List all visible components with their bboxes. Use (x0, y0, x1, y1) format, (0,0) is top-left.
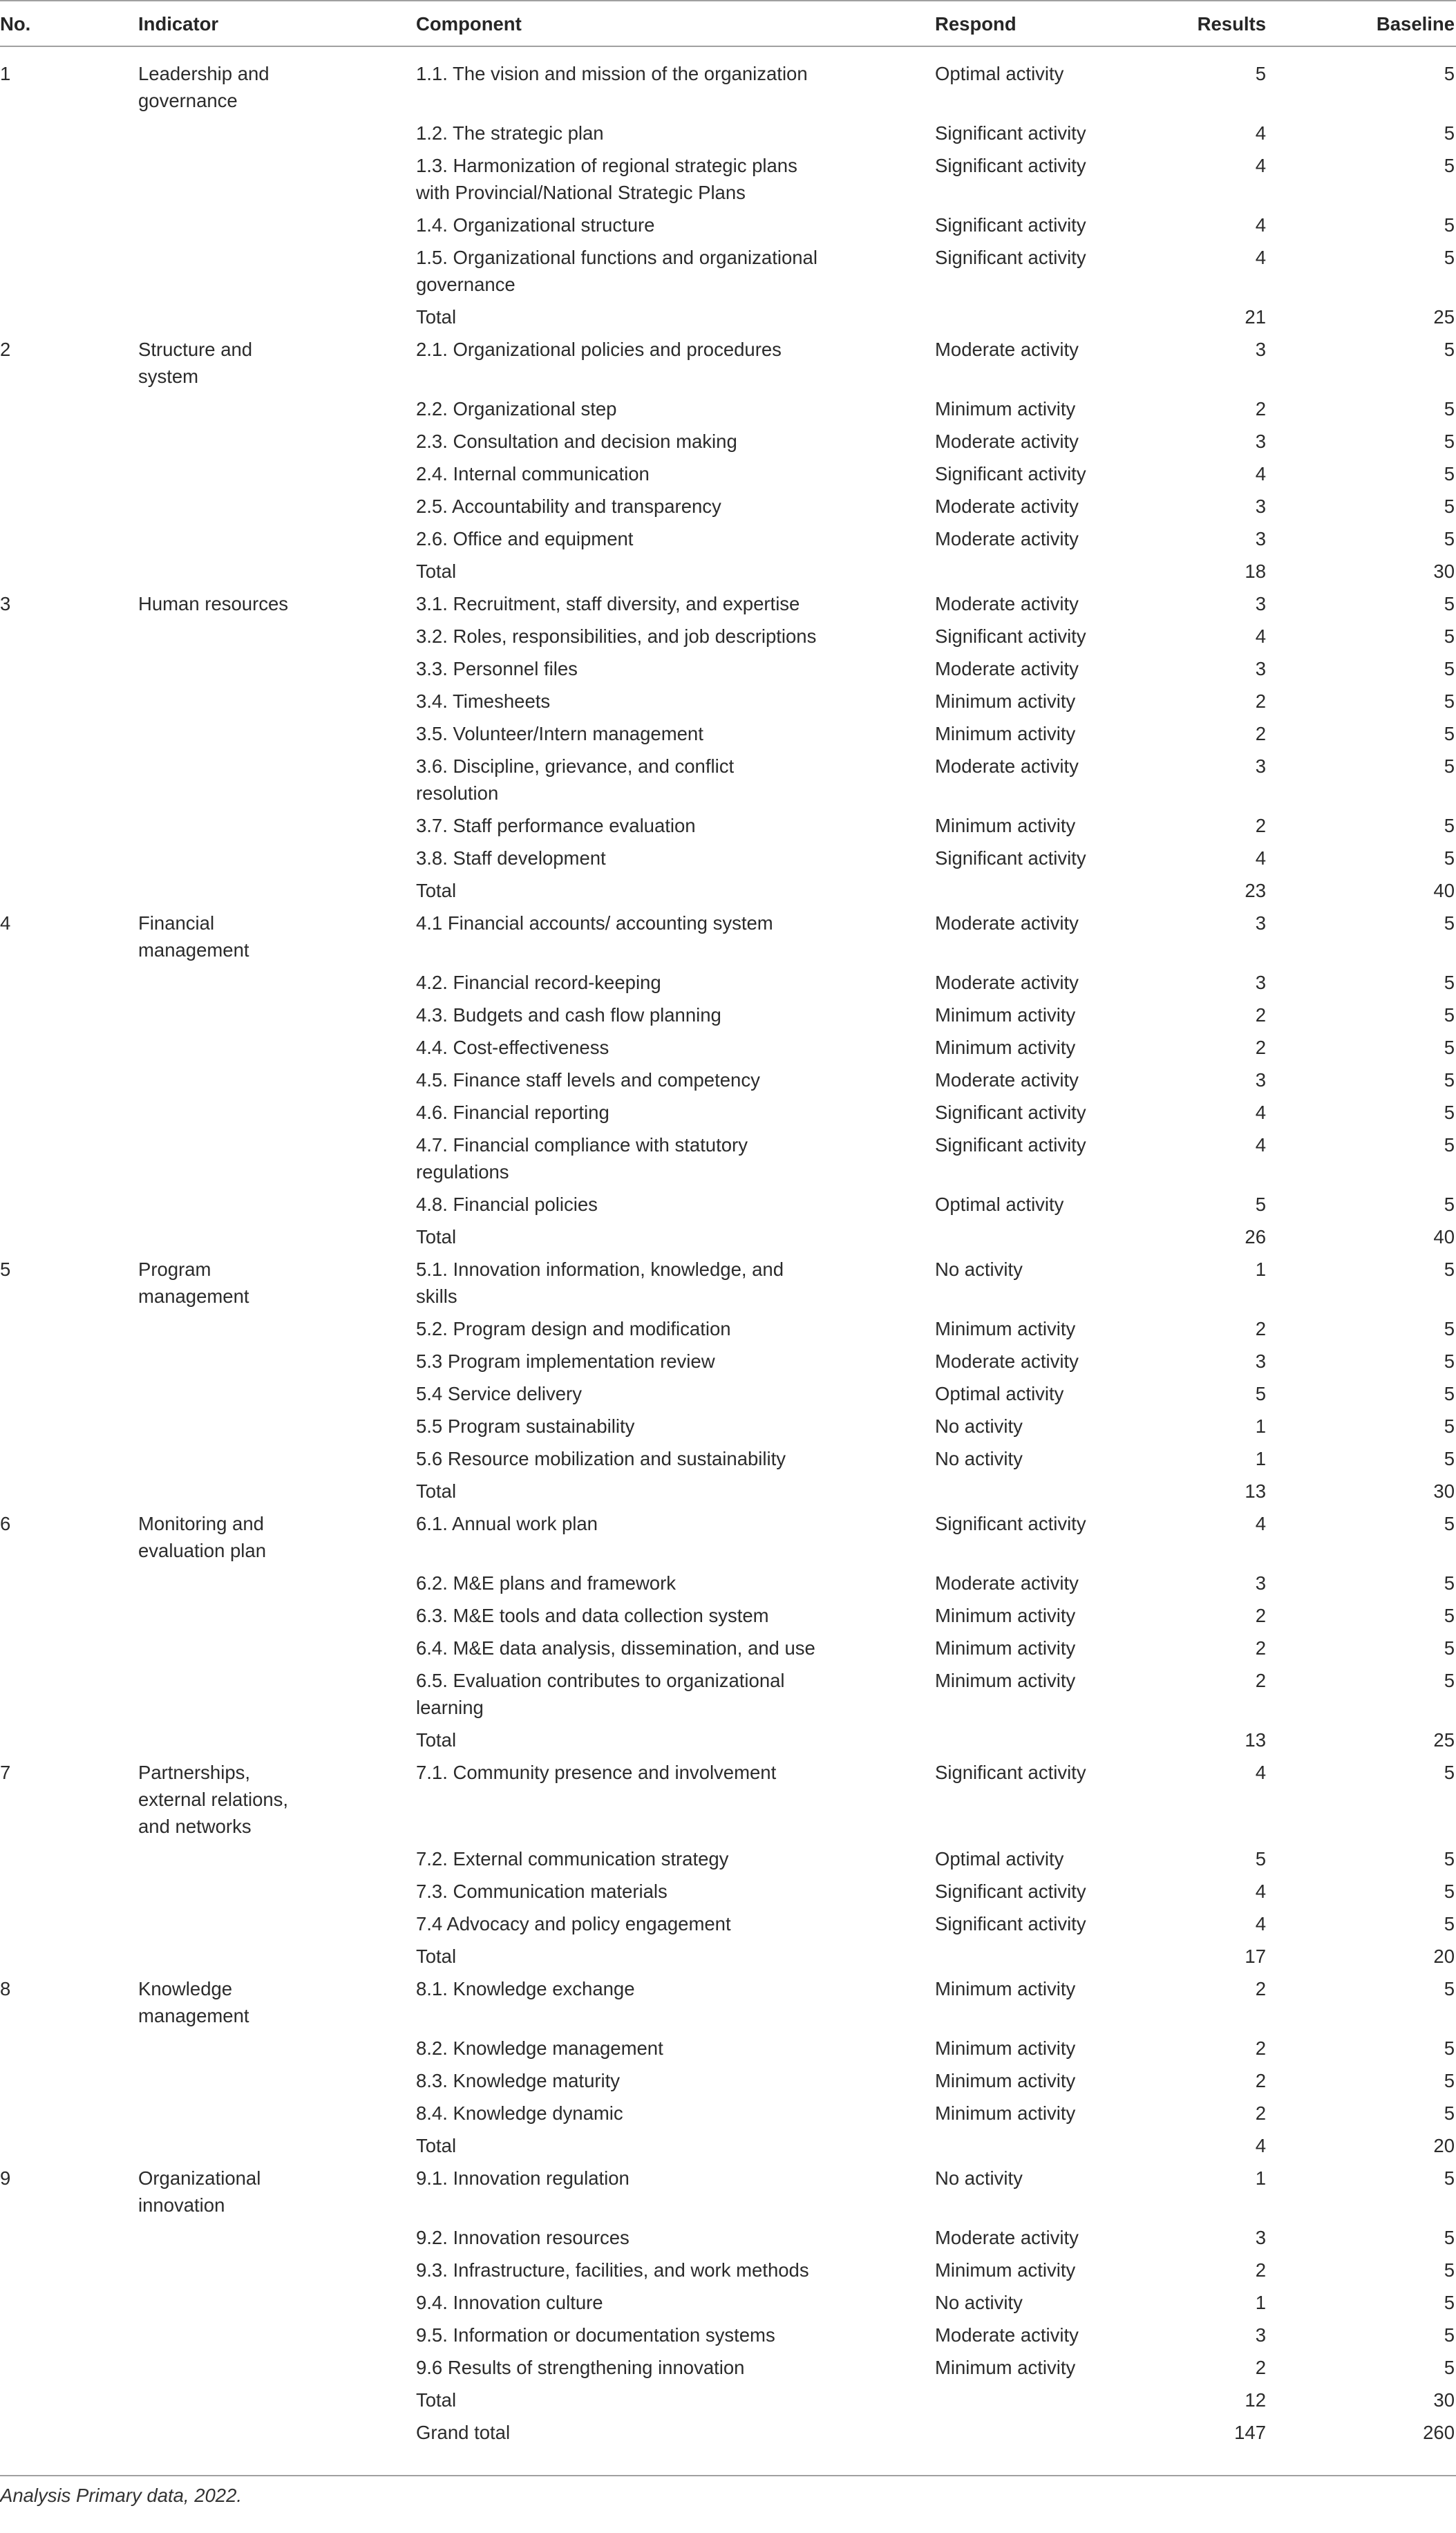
total-results: 13 (1245, 1480, 1266, 1502)
component-line: 3.4. Timesheets (416, 690, 551, 712)
indicator-number: 4 (0, 912, 11, 934)
respond-value: Significant activity (935, 1102, 1086, 1123)
baseline-value: 5 (1444, 1134, 1455, 1156)
baseline-value: 5 (1444, 1670, 1455, 1691)
component-line: 4.2. Financial record-keeping (416, 972, 661, 993)
component-line: 5.2. Program design and modification (416, 1318, 731, 1339)
results-value: 2 (1255, 2102, 1266, 2124)
component-line: 6.3. M&E tools and data collection system (416, 1605, 769, 1626)
results-value: 3 (1255, 431, 1266, 452)
baseline-value: 5 (1444, 2227, 1455, 2248)
total-results: 17 (1245, 1946, 1266, 1967)
component-line: learning (416, 1697, 484, 1718)
respond-value: No activity (935, 1259, 1023, 1280)
results-value: 1 (1255, 2167, 1266, 2189)
indicator-name-line: Partnerships, (138, 1762, 251, 1783)
results-value: 1 (1255, 1415, 1266, 1437)
total-baseline: 40 (1433, 1226, 1455, 1247)
total-baseline: 20 (1433, 1946, 1455, 1967)
baseline-value: 5 (1444, 247, 1455, 268)
respond-value: Minimum activity (935, 690, 1076, 712)
indicator-number: 9 (0, 2167, 11, 2189)
total-results: 13 (1245, 1729, 1266, 1751)
baseline-value: 5 (1444, 1848, 1455, 1870)
baseline-value: 5 (1444, 1350, 1455, 1372)
component-line: 1.5. Organizational functions and organizational (416, 247, 817, 268)
respond-value: No activity (935, 2292, 1023, 2313)
results-value: 2 (1255, 690, 1266, 712)
indicator-name-line: evaluation plan (138, 1540, 267, 1561)
baseline-value: 5 (1444, 463, 1455, 484)
baseline-value: 5 (1444, 755, 1455, 777)
respond-value: Optimal activity (935, 1194, 1064, 1215)
baseline-value: 5 (1444, 155, 1455, 176)
results-value: 4 (1255, 1513, 1266, 1534)
respond-value: Significant activity (935, 463, 1086, 484)
results-value: 3 (1255, 528, 1266, 549)
respond-value: Minimum activity (935, 398, 1076, 420)
baseline-value: 5 (1444, 1513, 1455, 1534)
total-results: 21 (1245, 306, 1266, 328)
results-value: 4 (1255, 1881, 1266, 1902)
baseline-value: 5 (1444, 1415, 1455, 1437)
component-line: 6.5. Evaluation contributes to organizational (416, 1670, 785, 1691)
results-value: 4 (1255, 1102, 1266, 1123)
respond-value: Minimum activity (935, 1318, 1076, 1339)
component-line: skills (416, 1286, 457, 1307)
component-line: 6.2. M&E plans and framework (416, 1572, 677, 1594)
baseline-value: 5 (1444, 2102, 1455, 2124)
baseline-value: 5 (1444, 593, 1455, 614)
results-value: 3 (1255, 972, 1266, 993)
respond-value: No activity (935, 1448, 1023, 1469)
component-line: governance (416, 274, 516, 295)
baseline-value: 5 (1444, 1194, 1455, 1215)
total-label: Total (416, 1226, 457, 1247)
component-line: 5.4 Service delivery (416, 1383, 582, 1404)
respond-value: Moderate activity (935, 339, 1079, 360)
header-baseline: Baseline (1376, 13, 1455, 35)
indicator-number: 7 (0, 1762, 11, 1783)
baseline-value: 5 (1444, 1037, 1455, 1058)
component-line: 3.2. Roles, responsibilities, and job descriptions (416, 625, 817, 647)
total-label: Total (416, 306, 457, 328)
respond-value: No activity (935, 2167, 1023, 2189)
baseline-value: 5 (1444, 431, 1455, 452)
component-line: 3.8. Staff development (416, 847, 606, 869)
results-value: 2 (1255, 1037, 1266, 1058)
results-value: 4 (1255, 214, 1266, 236)
component-line: 1.3. Harmonization of regional strategic plans (416, 155, 797, 176)
indicator-name-line: Leadership and (138, 63, 270, 84)
baseline-value: 5 (1444, 2259, 1455, 2281)
results-value: 3 (1255, 1350, 1266, 1372)
indicator-name-line: management (138, 1286, 249, 1307)
component-line: 7.1. Community presence and involvement (416, 1762, 777, 1783)
baseline-value: 5 (1444, 528, 1455, 549)
baseline-value: 5 (1444, 723, 1455, 744)
baseline-value: 5 (1444, 1448, 1455, 1469)
baseline-value: 5 (1444, 2357, 1455, 2378)
results-value: 2 (1255, 398, 1266, 420)
component-line: resolution (416, 782, 499, 804)
baseline-value: 5 (1444, 972, 1455, 993)
baseline-value: 5 (1444, 214, 1455, 236)
indicator-name-line: governance (138, 90, 238, 111)
baseline-value: 5 (1444, 1102, 1455, 1123)
total-label: Total (416, 1729, 457, 1751)
baseline-value: 5 (1444, 2070, 1455, 2091)
component-line: 5.6 Resource mobilization and sustainability (416, 1448, 786, 1469)
respond-value: Minimum activity (935, 1670, 1076, 1691)
component-line: 7.2. External communication strategy (416, 1848, 729, 1870)
respond-value: Minimum activity (935, 1004, 1076, 1026)
component-line: 9.4. Innovation culture (416, 2292, 603, 2313)
component-line: 9.3. Infrastructure, facilities, and work methods (416, 2259, 809, 2281)
component-line: 9.1. Innovation regulation (416, 2167, 630, 2189)
component-line: 5.5 Program sustainability (416, 1415, 635, 1437)
baseline-value: 5 (1444, 398, 1455, 420)
component-line: 9.6 Results of strengthening innovation (416, 2357, 745, 2378)
respond-value: Minimum activity (935, 1978, 1076, 1999)
table-top-rule (0, 0, 1456, 1)
baseline-value: 5 (1444, 1004, 1455, 1026)
baseline-value: 5 (1444, 63, 1455, 84)
component-line: 1.2. The strategic plan (416, 122, 604, 144)
results-value: 2 (1255, 1318, 1266, 1339)
respond-value: Significant activity (935, 1913, 1086, 1934)
respond-value: Optimal activity (935, 63, 1064, 84)
respond-value: Moderate activity (935, 755, 1079, 777)
baseline-value: 5 (1444, 122, 1455, 144)
respond-value: Significant activity (935, 1513, 1086, 1534)
total-baseline: 30 (1433, 2389, 1455, 2411)
component-line: 4.4. Cost-effectiveness (416, 1037, 609, 1058)
results-value: 3 (1255, 1069, 1266, 1091)
indicator-number: 8 (0, 1978, 11, 1999)
results-value: 5 (1255, 63, 1266, 84)
component-line: 8.3. Knowledge maturity (416, 2070, 621, 2091)
total-baseline: 20 (1433, 2135, 1455, 2156)
source-note: Analysis Primary data, 2022. (0, 2485, 243, 2506)
results-value: 5 (1255, 1848, 1266, 1870)
header-results: Results (1197, 13, 1266, 35)
baseline-value: 5 (1444, 912, 1455, 934)
component-line: 3.6. Discipline, grievance, and conflict (416, 755, 735, 777)
results-value: 1 (1255, 2292, 1266, 2313)
respond-value: Significant activity (935, 1881, 1086, 1902)
indicator-number: 1 (0, 63, 11, 84)
results-value: 3 (1255, 2324, 1266, 2346)
results-value: 3 (1255, 755, 1266, 777)
results-value: 1 (1255, 1448, 1266, 1469)
component-line: 2.1. Organizational policies and procedures (416, 339, 782, 360)
component-line: 6.4. M&E data analysis, dissemination, and use (416, 1637, 815, 1659)
component-line: 1.4. Organizational structure (416, 214, 655, 236)
header-respond: Respond (935, 13, 1017, 35)
respond-value: Significant activity (935, 1134, 1086, 1156)
respond-value: No activity (935, 1415, 1023, 1437)
respond-value: Minimum activity (935, 2037, 1076, 2059)
respond-value: Minimum activity (935, 723, 1076, 744)
results-value: 2 (1255, 1637, 1266, 1659)
total-label: Total (416, 2389, 457, 2411)
total-label: Total (416, 561, 457, 582)
component-line: 5.3 Program implementation review (416, 1350, 715, 1372)
total-results: 4 (1255, 2135, 1266, 2156)
baseline-value: 5 (1444, 1259, 1455, 1280)
component-line: with Provincial/National Strategic Plans (416, 182, 746, 203)
results-value: 4 (1255, 247, 1266, 268)
indicator-name-line: external relations, (138, 1789, 289, 1810)
respond-value: Minimum activity (935, 2070, 1076, 2091)
total-results: 23 (1245, 880, 1266, 901)
results-value: 3 (1255, 339, 1266, 360)
results-value: 4 (1255, 847, 1266, 869)
component-line: 4.6. Financial reporting (416, 1102, 609, 1123)
component-line: 3.3. Personnel files (416, 658, 578, 679)
header-no: No. (0, 13, 31, 35)
total-baseline: 25 (1433, 1729, 1455, 1751)
results-value: 4 (1255, 122, 1266, 144)
baseline-value: 5 (1444, 1637, 1455, 1659)
baseline-value: 5 (1444, 1913, 1455, 1934)
grand-total-label: Grand total (416, 2422, 511, 2443)
results-value: 2 (1255, 2037, 1266, 2059)
component-line: 8.4. Knowledge dynamic (416, 2102, 623, 2124)
respond-value: Moderate activity (935, 1069, 1079, 1091)
component-line: 7.3. Communication materials (416, 1881, 668, 1902)
baseline-value: 5 (1444, 1881, 1455, 1902)
total-baseline: 25 (1433, 306, 1455, 328)
component-line: 4.8. Financial policies (416, 1194, 598, 1215)
baseline-value: 5 (1444, 496, 1455, 517)
component-line: 2.3. Consultation and decision making (416, 431, 737, 452)
respond-value: Significant activity (935, 214, 1086, 236)
baseline-value: 5 (1444, 2292, 1455, 2313)
respond-value: Significant activity (935, 625, 1086, 647)
header-rule (0, 46, 1456, 47)
respond-value: Moderate activity (935, 593, 1079, 614)
component-line: 5.1. Innovation information, knowledge, and (416, 1259, 784, 1280)
baseline-value: 5 (1444, 2324, 1455, 2346)
respond-value: Significant activity (935, 1762, 1086, 1783)
respond-value: Minimum activity (935, 2259, 1076, 2281)
results-value: 4 (1255, 625, 1266, 647)
indicator-name-line: Knowledge (138, 1978, 233, 1999)
baseline-value: 5 (1444, 1383, 1455, 1404)
header-indicator: Indicator (138, 13, 219, 35)
indicator-name-line: Structure and (138, 339, 253, 360)
baseline-value: 5 (1444, 658, 1455, 679)
component-line: 2.2. Organizational step (416, 398, 617, 420)
indicator-name-line: Financial (138, 912, 215, 934)
respond-value: Minimum activity (935, 2102, 1076, 2124)
results-value: 2 (1255, 723, 1266, 744)
total-baseline: 40 (1433, 880, 1455, 901)
indicator-number: 3 (0, 593, 11, 614)
results-value: 3 (1255, 912, 1266, 934)
baseline-value: 5 (1444, 1978, 1455, 1999)
indicator-number: 2 (0, 339, 11, 360)
results-value: 3 (1255, 1572, 1266, 1594)
baseline-value: 5 (1444, 2037, 1455, 2059)
respond-value: Minimum activity (935, 1637, 1076, 1659)
component-line: 8.1. Knowledge exchange (416, 1978, 635, 1999)
total-results: 12 (1245, 2389, 1266, 2411)
results-value: 4 (1255, 1913, 1266, 1934)
indicator-name-line: system (138, 366, 199, 387)
respond-value: Moderate activity (935, 1350, 1079, 1372)
baseline-value: 5 (1444, 339, 1455, 360)
baseline-value: 5 (1444, 1318, 1455, 1339)
results-value: 2 (1255, 2357, 1266, 2378)
baseline-value: 5 (1444, 815, 1455, 836)
component-line: 3.5. Volunteer/Intern management (416, 723, 703, 744)
grand-total-baseline: 260 (1423, 2422, 1455, 2443)
indicator-name-line: innovation (138, 2194, 225, 2216)
baseline-value: 5 (1444, 2167, 1455, 2189)
respond-value: Optimal activity (935, 1848, 1064, 1870)
respond-value: Significant activity (935, 847, 1086, 869)
respond-value: Significant activity (935, 122, 1086, 144)
results-value: 5 (1255, 1383, 1266, 1404)
results-value: 2 (1255, 2259, 1266, 2281)
respond-value: Minimum activity (935, 1037, 1076, 1058)
table-bottom-rule (0, 2475, 1456, 2476)
total-label: Total (416, 1946, 457, 1967)
component-line: 3.7. Staff performance evaluation (416, 815, 696, 836)
indicator-number: 5 (0, 1259, 11, 1280)
indicator-number: 6 (0, 1513, 11, 1534)
header-component: Component (416, 13, 522, 35)
component-line: 4.3. Budgets and cash flow planning (416, 1004, 721, 1026)
total-results: 26 (1245, 1226, 1266, 1247)
baseline-value: 5 (1444, 1572, 1455, 1594)
component-line: 2.5. Accountability and transparency (416, 496, 721, 517)
respond-value: Moderate activity (935, 496, 1079, 517)
component-line: 9.2. Innovation resources (416, 2227, 630, 2248)
indicator-name-line: Human resources (138, 593, 289, 614)
results-value: 2 (1255, 1670, 1266, 1691)
results-value: 3 (1255, 593, 1266, 614)
component-line: 1.1. The vision and mission of the organization (416, 63, 808, 84)
results-value: 4 (1255, 463, 1266, 484)
baseline-value: 5 (1444, 625, 1455, 647)
component-line: 7.4 Advocacy and policy engagement (416, 1913, 731, 1934)
total-baseline: 30 (1433, 561, 1455, 582)
results-value: 2 (1255, 815, 1266, 836)
results-value: 5 (1255, 1194, 1266, 1215)
indicator-name-line: and networks (138, 1816, 252, 1837)
results-value: 2 (1255, 1978, 1266, 1999)
respond-value: Minimum activity (935, 815, 1076, 836)
component-line: 4.7. Financial compliance with statutory (416, 1134, 748, 1156)
baseline-value: 5 (1444, 1069, 1455, 1091)
grand-total-results: 147 (1234, 2422, 1266, 2443)
results-value: 2 (1255, 1004, 1266, 1026)
total-results: 18 (1245, 561, 1266, 582)
component-line: 8.2. Knowledge management (416, 2037, 663, 2059)
respond-value: Moderate activity (935, 972, 1079, 993)
component-line: 3.1. Recruitment, staff diversity, and expertise (416, 593, 800, 614)
respond-value: Moderate activity (935, 528, 1079, 549)
total-label: Total (416, 1480, 457, 1502)
respond-value: Moderate activity (935, 2227, 1079, 2248)
component-line: 9.5. Information or documentation systems (416, 2324, 775, 2346)
results-value: 4 (1255, 155, 1266, 176)
total-label: Total (416, 2135, 457, 2156)
respond-value: Moderate activity (935, 431, 1079, 452)
component-line: 2.4. Internal communication (416, 463, 650, 484)
indicator-name-line: Organizational (138, 2167, 261, 2189)
total-baseline: 30 (1433, 1480, 1455, 1502)
respond-value: Significant activity (935, 155, 1086, 176)
indicator-name-line: management (138, 939, 249, 961)
respond-value: Moderate activity (935, 2324, 1079, 2346)
respond-value: Optimal activity (935, 1383, 1064, 1404)
respond-value: Minimum activity (935, 2357, 1076, 2378)
results-value: 1 (1255, 1259, 1266, 1280)
respond-value: Minimum activity (935, 1605, 1076, 1626)
baseline-value: 5 (1444, 1762, 1455, 1783)
baseline-value: 5 (1444, 1605, 1455, 1626)
total-label: Total (416, 880, 457, 901)
respond-value: Moderate activity (935, 912, 1079, 934)
results-value: 4 (1255, 1134, 1266, 1156)
indicator-name-line: Monitoring and (138, 1513, 264, 1534)
baseline-value: 5 (1444, 690, 1455, 712)
component-line: 4.1 Financial accounts/ accounting system (416, 912, 773, 934)
results-value: 3 (1255, 2227, 1266, 2248)
results-value: 4 (1255, 1762, 1266, 1783)
indicator-name-line: Program (138, 1259, 211, 1280)
respond-value: Significant activity (935, 247, 1086, 268)
component-line: 6.1. Annual work plan (416, 1513, 598, 1534)
results-value: 3 (1255, 658, 1266, 679)
respond-value: Moderate activity (935, 1572, 1079, 1594)
results-value: 3 (1255, 496, 1266, 517)
indicator-name-line: management (138, 2005, 249, 2026)
baseline-value: 5 (1444, 847, 1455, 869)
component-line: regulations (416, 1161, 509, 1183)
results-value: 2 (1255, 2070, 1266, 2091)
respond-value: Moderate activity (935, 658, 1079, 679)
component-line: 4.5. Finance staff levels and competency (416, 1069, 760, 1091)
component-line: 2.6. Office and equipment (416, 528, 634, 549)
results-value: 2 (1255, 1605, 1266, 1626)
